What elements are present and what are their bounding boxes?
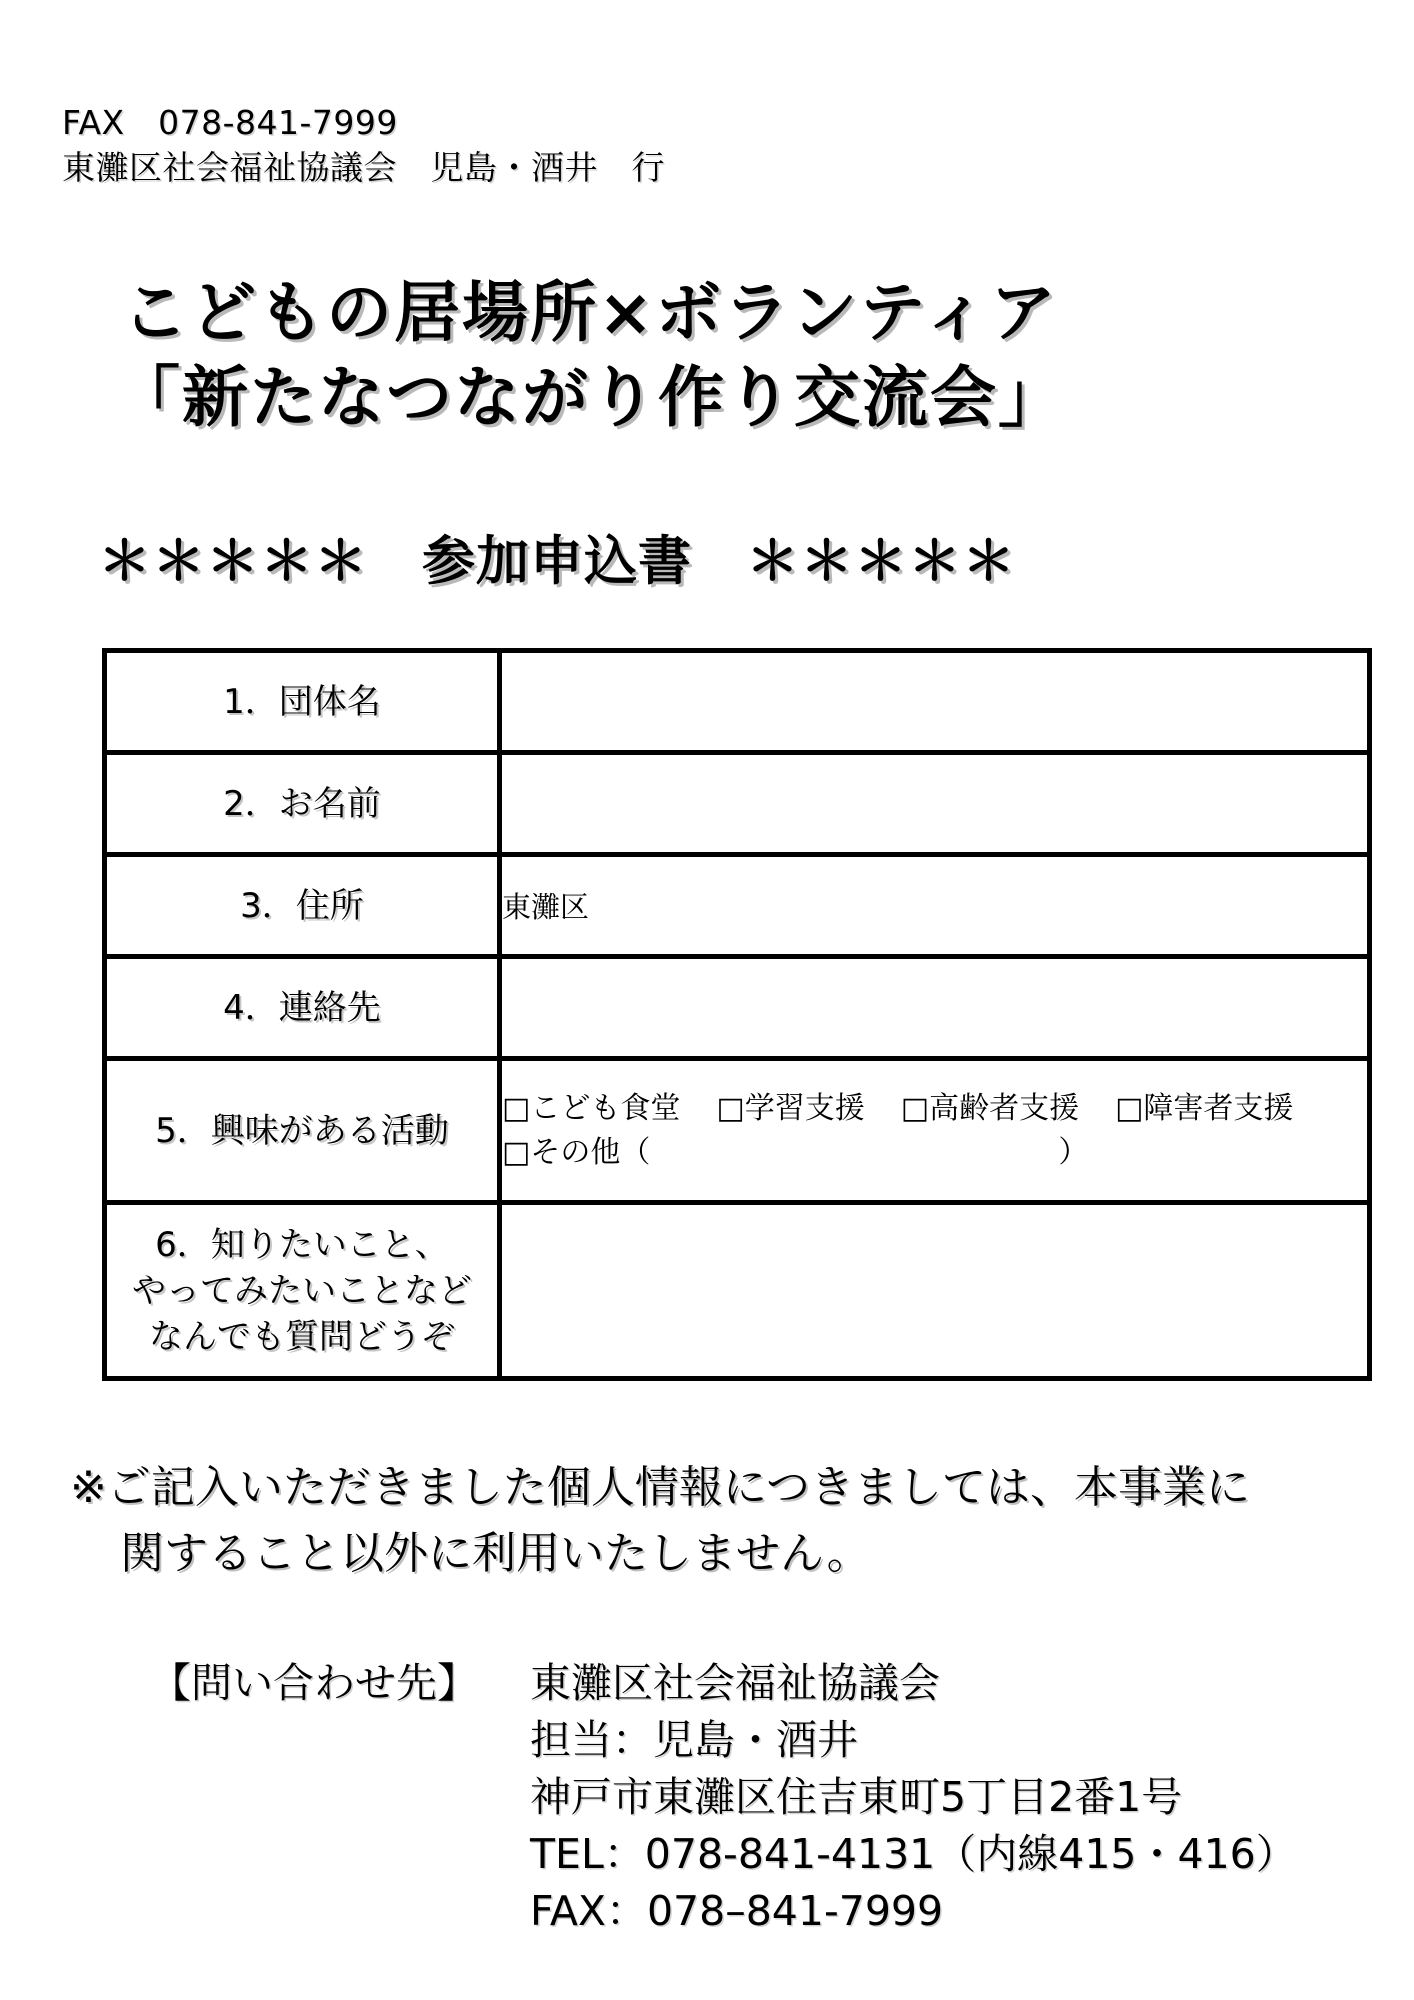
row-value-activities [500, 1059, 1370, 1203]
event-title [0, 270, 1180, 440]
contact-tel: TEL：078-841-4131（内線415・416） [530, 1830, 1297, 1878]
checkbox-option-korei-shien: □高齢者支援 [900, 1090, 1080, 1126]
checkbox-option-gakushu-shien: □学習支援 [716, 1090, 865, 1126]
row-value-name [500, 753, 1370, 855]
table-row-name [105, 753, 1370, 855]
privacy-note-line2: 関すること以外に利用いたしません。 [120, 1528, 871, 1579]
row-label-address: 3．住所 [105, 855, 500, 957]
row-label-contact: 4．連絡先 [105, 957, 500, 1059]
contact-person: 担当：児島・酒井 [530, 1716, 858, 1764]
row-value-address: 東灘区 [500, 855, 1370, 957]
contact-heading: 【問い合わせ先】 [150, 1659, 478, 1707]
row-label-questions [105, 1203, 500, 1379]
row-value-questions [500, 1203, 1370, 1379]
table-row-address [105, 855, 1370, 957]
questions-label-line1: 6．知りたいこと、 [155, 1224, 449, 1265]
questions-label-line2: やってみたいことなど [132, 1270, 472, 1311]
event-title-line2: 「新たなつながり作り交流会」 [114, 359, 1066, 436]
privacy-note-line1: ※ご記入いただきました個人情報につきましては、本事業に [70, 1462, 1250, 1513]
table-row-organization [105, 651, 1370, 753]
application-form-title: ＊＊＊＊＊ 参加申込書 ＊＊＊＊＊ [98, 531, 1016, 592]
row-value-organization [500, 651, 1370, 753]
fax-number-line: FAX 078-841-7999 [62, 103, 398, 142]
row-label-organization: 1．団体名 [105, 651, 500, 753]
checkbox-option-shogai-shien: □障害者支援 [1115, 1090, 1294, 1126]
contact-address: 神戸市東灘区住吉東町5丁目2番1号 [530, 1773, 1183, 1821]
contact-lines [530, 1655, 1297, 1940]
activity-options-line2 [502, 1131, 1367, 1175]
activity-options-line1 [502, 1087, 1367, 1131]
contact-org: 東灘区社会福祉協議会 [530, 1659, 940, 1707]
table-row-questions [105, 1203, 1370, 1379]
row-value-contact [500, 957, 1370, 1059]
table-row-activities [105, 1059, 1370, 1203]
recipient-line: 東灘区社会福祉協議会 児島・酒井 行 [62, 148, 665, 187]
checkbox-option-kodomo-shokudo: □こども食堂 [502, 1090, 681, 1126]
contact-fax: FAX：078–841-7999 [530, 1887, 944, 1935]
checkbox-option-other-close: ） [1058, 1134, 1089, 1170]
table-row-contact [105, 957, 1370, 1059]
event-title-line1: こどもの居場所×ボランティア [121, 274, 1059, 351]
row-label-activities: 5．興味がある活動 [105, 1059, 500, 1203]
contact-block [150, 1655, 1297, 1940]
row-label-name: 2．お名前 [105, 753, 500, 855]
privacy-note [70, 1455, 1250, 1587]
application-table [102, 648, 1372, 1381]
questions-label-line3: なんでも質問どうぞ [149, 1316, 455, 1357]
checkbox-option-other-open: □その他（ [502, 1134, 651, 1170]
fax-header [62, 100, 665, 190]
